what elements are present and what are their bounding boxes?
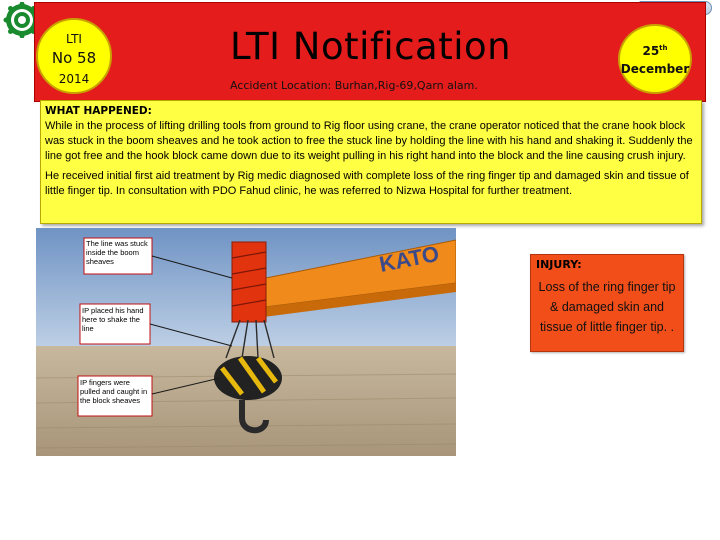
what-happened-heading: WHAT HAPPENED: <box>45 105 152 117</box>
date-badge <box>618 24 692 94</box>
what-happened-panel <box>40 100 702 224</box>
incident-description: While in the process of lifting drilling tools from ground to Rig floor using crane, the crane operator noticed that the crane hook block was stuck in the boom sheaves and he took action to free the stuck line by holding the line with his hand and shaking it. Suddenly the line got free and the hook block came down due to its weight pulling in his right hand into the block and the line causing crush injury. <box>45 120 693 162</box>
page-title: LTI Notification <box>230 25 512 68</box>
lti-number: No 58 <box>51 49 97 67</box>
accident-photo <box>36 228 456 456</box>
date-month: December <box>620 62 690 76</box>
callout-fingers-caught: IP fingers were pulled and caught in the block sheaves <box>80 378 148 405</box>
lti-year: 2014 <box>58 72 90 86</box>
callout-stuck-line: The line was stuck inside the boom sheaves <box>86 239 148 266</box>
date-day: 25th <box>642 44 668 58</box>
injury-box <box>530 254 684 352</box>
injury-label: INJURY: <box>536 258 582 271</box>
lti-number-badge <box>36 18 112 94</box>
injury-description: Loss of the ring finger tip & damaged skin and tissue of little finger tip. . <box>538 280 676 334</box>
callout-hand-placement: IP placed his hand here to shake the line <box>82 306 144 333</box>
accident-location: Accident Location: Burhan,Rig-69,Qarn alam. <box>230 79 478 92</box>
lti-label: LTI <box>66 32 82 46</box>
crane-brand-text: KATO <box>377 240 442 277</box>
treatment-description: He received initial first aid treatment by Rig medic diagnosed with complete loss of the ring finger tip and damaged skin and tissue of little finger tip. In consultation with PDO Fahud clinic, he was referred to Nizwa Hospital for further treatment. <box>45 170 689 197</box>
